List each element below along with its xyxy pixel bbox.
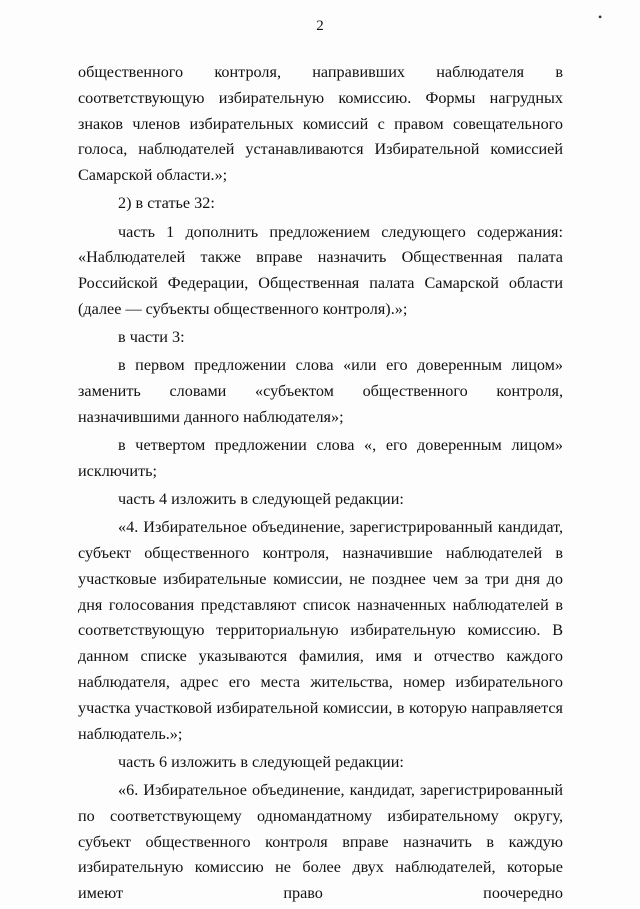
page-number: 2 bbox=[316, 18, 324, 34]
paragraph-first-sentence: в первом предложении слова «или его доверенным лицом» заменить словами «субъектом общественного контроля, назначившими данного наблюдателя»; bbox=[78, 356, 563, 426]
corner-mark: • bbox=[598, 10, 603, 24]
paragraph-item-2: 2) в статье 32: bbox=[118, 194, 215, 213]
paragraph-part-4-text: «4. Избирательное объединение, зарегистрированный кандидат, субъект общественного контроля, назначившие наблюдателей в участковые избирательные комиссии, не позднее чем за три дня до дня голосования представляют список назначенных наблюдателей в соответствующую территориальную избирательную комиссию. В данном списке указываются фамилия, имя и отчество каждого наблюдателя, адрес его места жительства, номер избирательного участка участковой избирательной комиссии, в которую направляется наблюдатель.»; bbox=[78, 518, 563, 743]
paragraph-fourth-sentence: в четвертом предложении слова «, его доверенным лицом» исключить; bbox=[78, 436, 563, 480]
paragraph-part-1: часть 1 дополнить предложением следующего содержания: «Наблюдателей также вправе назначить Общественная палата Российской Федерации, Общественная палата Самарской области (далее — субъекты общественного контроля).»; bbox=[78, 222, 563, 318]
paragraph-part-6-text: «6. Избирательное объединение, кандидат, зарегистрированный по соответствующему одномандатному избирательному округу, субъект общественного контроля вправе назначить в каждую избирательную комиссию не более двух наблюдателей, которые имеют право поочередно bbox=[78, 781, 563, 903]
document-body bbox=[78, 60, 563, 909]
paragraph-part-6-heading: часть 6 изложить в следующей редакции: bbox=[118, 752, 404, 771]
paragraph-part-4-heading: часть 4 изложить в следующей редакции: bbox=[118, 490, 404, 509]
paragraph-part-3-heading: в части 3: bbox=[118, 328, 185, 347]
paragraph-continuation: общественного контроля, направивших наблюдателя в соответствующую избирательную комиссию. Формы нагрудных знаков членов избирательных комиссий с правом совещательного голоса, наблюдателей устанавливаются Избирательной комиссией Самарской области.»; bbox=[78, 63, 563, 185]
